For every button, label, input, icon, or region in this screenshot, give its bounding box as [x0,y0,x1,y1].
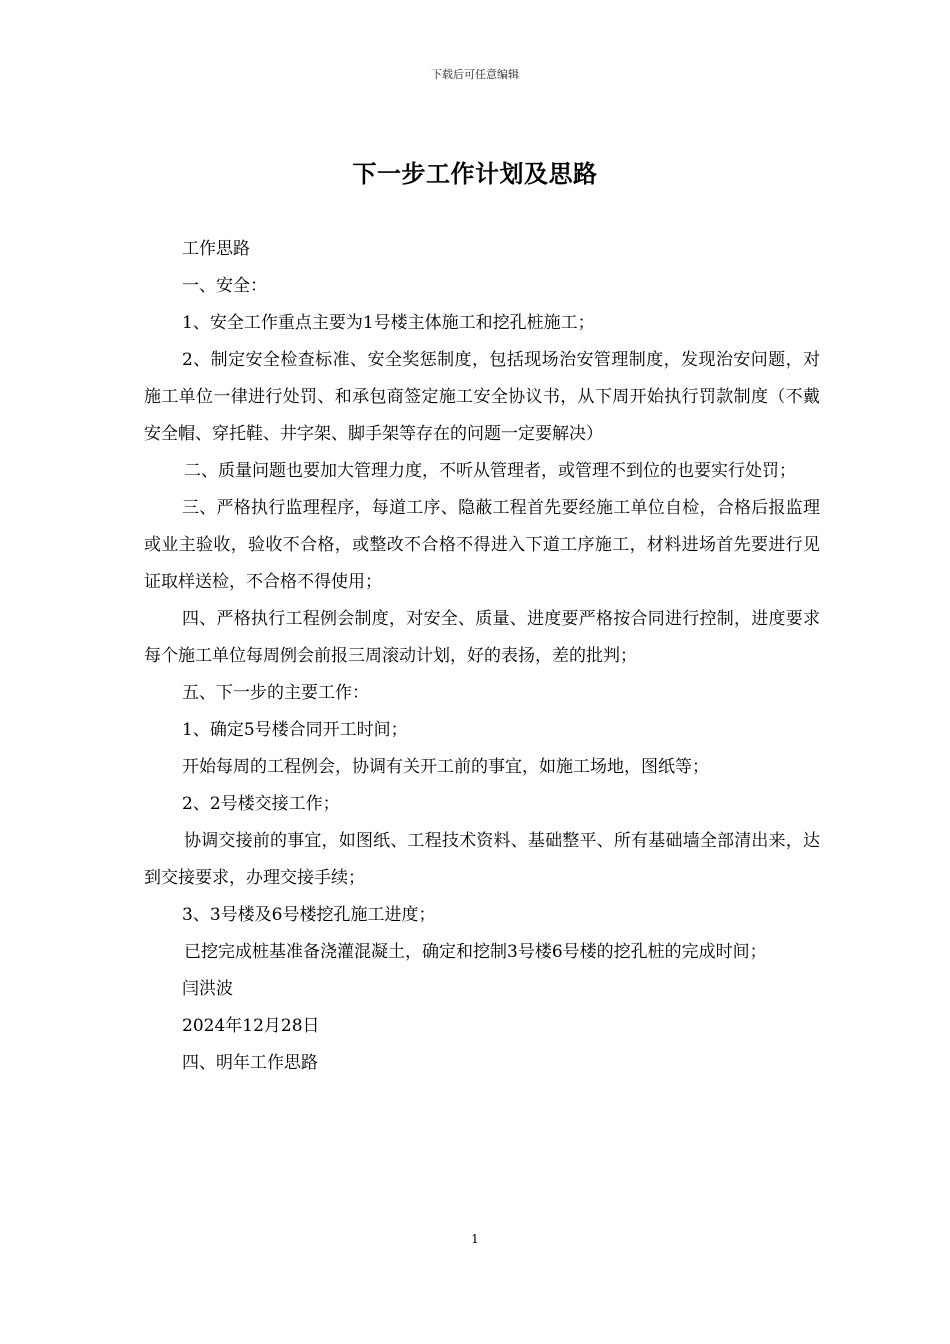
paragraph: 一、安全： [182,276,267,296]
paragraph: 2、2号楼交接工作； [182,794,340,814]
paragraph: 协调交接前的事宜，如图纸、工程技术资料、基础整平、所有基础墙全部清出来，达到交接要求，办理交接手续； [144,831,820,888]
paragraph: 五、下一步的主要工作： [182,683,369,703]
page-header: 下载后可任意编辑 [431,68,519,81]
document-body [144,231,820,1082]
paragraph: 四、明年工作思路 [182,1053,318,1073]
paragraph: 已挖完成桩基准备浇灌混凝土，确定和挖制3号楼6号楼的挖孔桩的完成时间； [184,942,767,962]
page-number: 1 [471,1232,479,1246]
paragraph: 工作思路 [182,239,250,259]
paragraph: 1、安全工作重点主要为1号楼主体施工和挖孔桩施工； [182,313,595,333]
signature-date: 2024年12月28日 [182,1016,320,1036]
paragraph: 3、3号楼及6号楼挖孔施工进度； [182,905,436,925]
paragraph: 2、制定安全检查标准、安全奖惩制度，包括现场治安管理制度，发现治安问题，对施工单位一律进行处罚、和承包商签定施工安全协议书，从下周开始执行罚款制度（不戴安全帽、穿托鞋、井字架、脚手架等存在的问题一定要解决） [144,350,820,444]
paragraph: 四、严格执行工程例会制度，对安全、质量、进度要严格按合同进行控制，进度要求每个施工单位每周例会前报三周滚动计划，好的表扬，差的批判； [144,609,820,666]
paragraph: 三、严格执行监理程序，每道工序、隐蔽工程首先要经施工单位自检，合格后报监理或业主验收，验收不合格，或整改不合格不得进入下道工序施工，材料进场首先要进行见证取样送检，不合格不得使用； [144,498,820,592]
document-title: 下一步工作计划及思路 [352,159,598,188]
paragraph: 二、质量问题也要加大管理力度，不听从管理者，或管理不到位的也要实行处罚； [184,461,796,481]
signature-name: 闫洪波 [182,979,233,999]
paragraph: 开始每周的工程例会，协调有关开工前的事宜，如施工场地，图纸等； [182,757,709,777]
paragraph: 1、确定5号楼合同开工时间； [182,720,408,740]
